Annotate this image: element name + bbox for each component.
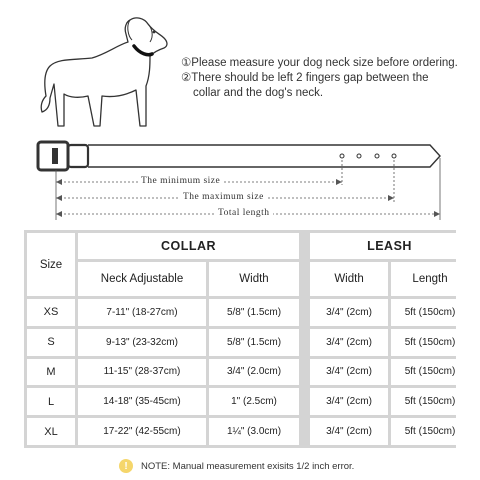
collar-width-cell: 3/4" (2.0cm) <box>209 359 299 386</box>
leash-length-cell: 5ft (150cm) <box>391 299 469 326</box>
instruction-line-1: ①Please measure your dog neck size before ordering. <box>181 57 458 69</box>
neck-cell: 11-15" (28-37cm) <box>78 359 206 386</box>
leash-length-cell: 5ft (150cm) <box>391 388 469 415</box>
leash-length-cell: 5ft (150cm) <box>391 418 469 445</box>
table-row <box>27 299 469 326</box>
total-length-label: Total length <box>215 208 273 218</box>
size-table <box>24 230 456 448</box>
leash-width-cell: 3/4" (2cm) <box>310 418 388 445</box>
collar-width-cell: 1¼" (3.0cm) <box>209 418 299 445</box>
warning-icon: ! <box>119 459 133 473</box>
dog-illustration <box>36 10 176 132</box>
neck-cell: 17-22" (42-55cm) <box>78 418 206 445</box>
size-header: Size <box>27 233 75 296</box>
size-cell: XL <box>27 418 75 445</box>
collar-header: COLLAR <box>78 233 299 259</box>
leash-header: LEASH <box>310 233 469 259</box>
collar-width-header: Width <box>209 262 299 296</box>
minimum-size-label: The minimum size <box>138 176 223 186</box>
size-cell: XS <box>27 299 75 326</box>
instruction-line-2: ②There should be left 2 fingers gap between the <box>181 72 429 84</box>
table-row <box>27 418 469 445</box>
maximum-size-label: The maximum size <box>180 192 267 202</box>
collar-width-cell: 5/8" (1.5cm) <box>209 299 299 326</box>
leash-length-header: Length <box>391 262 469 296</box>
leash-width-cell: 3/4" (2cm) <box>310 299 388 326</box>
neck-cell: 7-11" (18-27cm) <box>78 299 206 326</box>
leash-width-header: Width <box>310 262 388 296</box>
size-cell: L <box>27 388 75 415</box>
table-divider <box>302 233 307 445</box>
table-row <box>27 359 469 386</box>
size-cell: S <box>27 329 75 356</box>
table-row <box>27 329 469 356</box>
leash-length-cell: 5ft (150cm) <box>391 359 469 386</box>
measurement-note <box>119 459 354 473</box>
neck-cell: 9-13" (23-32cm) <box>78 329 206 356</box>
measurement-instructions <box>181 56 458 101</box>
table-row <box>27 388 469 415</box>
neck-cell: 14-18" (35-45cm) <box>78 388 206 415</box>
leash-width-cell: 3/4" (2cm) <box>310 388 388 415</box>
size-cell: M <box>27 359 75 386</box>
neck-adjustable-header: Neck Adjustable <box>78 262 206 296</box>
leash-width-cell: 3/4" (2cm) <box>310 329 388 356</box>
note-text: NOTE: Manual measurement exisits 1/2 inch error. <box>141 460 355 472</box>
leash-width-cell: 3/4" (2cm) <box>310 359 388 386</box>
instruction-line-2-cont: collar and the dog's neck. <box>193 87 324 99</box>
collar-width-cell: 1" (2.5cm) <box>209 388 299 415</box>
collar-width-cell: 5/8" (1.5cm) <box>209 329 299 356</box>
leash-length-cell: 5ft (150cm) <box>391 329 469 356</box>
